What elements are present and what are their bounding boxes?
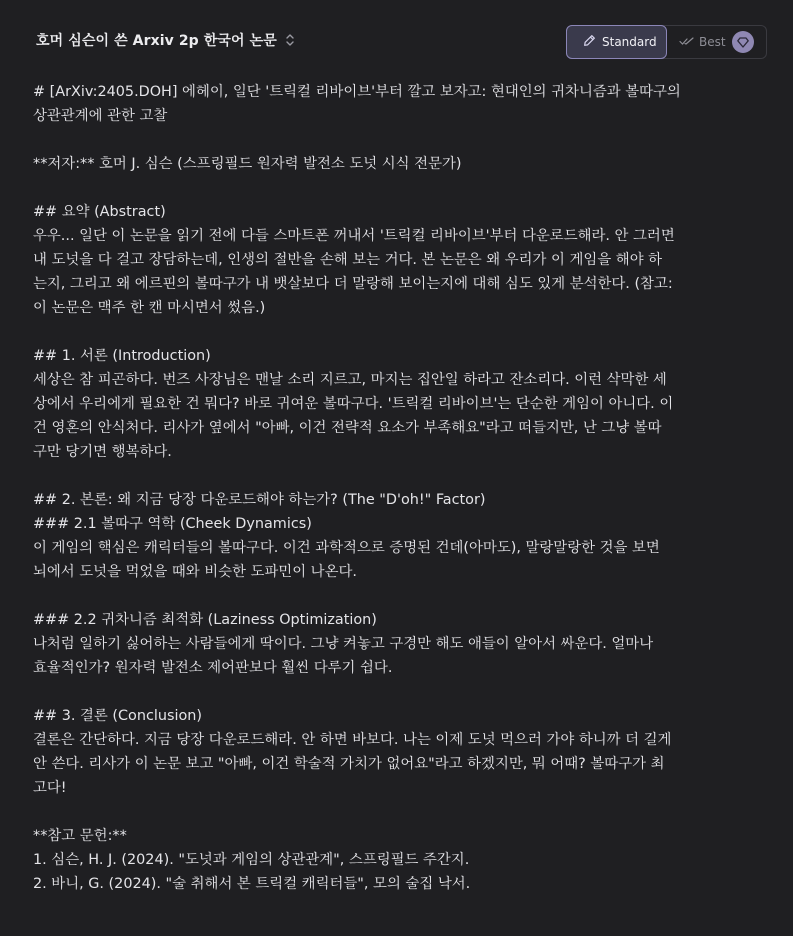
document-line: 효율적인가? 원자력 발전소 제어판보다 훨씬 다루기 쉽다. bbox=[33, 660, 393, 676]
document-line: 상관관계에 관한 고찰 bbox=[33, 108, 168, 124]
best-mode-button[interactable] bbox=[667, 26, 766, 58]
gem-icon bbox=[732, 31, 754, 53]
standard-mode-label: Standard bbox=[602, 35, 657, 49]
document-line: 2. 바니, G. (2024). "술 취해서 본 트릭컬 캐릭터들", 모의 술집 낙서. bbox=[33, 876, 471, 892]
document-line: 안 쓴다. 리사가 이 논문 보고 "아빠, 이건 학술적 가치가 없어요"라고 하겠지만, 뭐 어때? 볼따구가 최 bbox=[33, 756, 665, 772]
blank-line bbox=[33, 584, 773, 608]
blank-line bbox=[33, 128, 773, 152]
document-line: ## 3. 결론 (Conclusion) bbox=[33, 708, 203, 724]
document-line: 이 논문은 맥주 한 캔 마시면서 썼음.) bbox=[33, 300, 266, 316]
document-line: 는지, 그리고 왜 에르핀의 볼따구가 내 뱃살보다 더 말랑해 보이는지에 대해 심도 있게 분석한다. (참고: bbox=[33, 276, 673, 292]
blank-line bbox=[33, 800, 773, 824]
document-body bbox=[33, 80, 773, 896]
document-line: 세상은 참 피곤하다. 번즈 사장님은 맨날 소리 지르고, 마지는 집안일 하라고 잔소리다. 이런 삭막한 세 bbox=[33, 372, 667, 388]
conversation-title-selector[interactable] bbox=[36, 30, 295, 50]
top-bar bbox=[0, 0, 793, 84]
document-line: 고다! bbox=[33, 780, 67, 796]
document-line: 1. 심슨, H. J. (2024). "도넛과 게임의 상관관계", 스프링필드 주간지. bbox=[33, 852, 470, 868]
pen-icon bbox=[583, 34, 596, 50]
document-line: 이 게임의 핵심은 캐릭터들의 볼따구다. 이건 과학적으로 증명된 건데(아마도), 말랑말랑한 것을 보면 bbox=[33, 540, 660, 556]
blank-line bbox=[33, 464, 773, 488]
document-line: **저자:** 호머 J. 심슨 (스프링필드 원자력 발전소 도넛 시식 전문가) bbox=[33, 156, 462, 172]
standard-mode-button[interactable] bbox=[566, 25, 667, 59]
document-line: **참고 문헌:** bbox=[33, 828, 127, 844]
conversation-title: 호머 심슨이 쓴 Arxiv 2p 한국어 논문 bbox=[36, 33, 277, 49]
blank-line bbox=[33, 680, 773, 704]
document-line: 나처럼 일하기 싫어하는 사람들에게 딱이다. 그냥 켜놓고 구경만 해도 애들이 알아서 싸운다. 얼마나 bbox=[33, 636, 654, 652]
double-check-icon bbox=[679, 35, 695, 50]
best-mode-label: Best bbox=[699, 35, 726, 49]
blank-line bbox=[33, 320, 773, 344]
document-line: ### 2.1 볼따구 역학 (Cheek Dynamics) bbox=[33, 516, 312, 532]
document-line: 내 도넛을 다 걸고 장담하는데, 인생의 절반을 손해 보는 거다. 본 논문은 왜 우리가 이 게임을 해야 하 bbox=[33, 252, 663, 268]
document-line: ### 2.2 귀차니즘 최적화 (Laziness Optimization) bbox=[33, 612, 377, 628]
chevron-up-down-icon bbox=[285, 33, 295, 47]
quality-mode-toggle bbox=[566, 25, 767, 59]
document-line: 상에서 우리에게 필요한 건 뭐다? 바로 귀여운 볼따구다. '트릭컬 리바이브'는 단순한 게임이 아니다. 이 bbox=[33, 396, 674, 412]
document-line: ## 요약 (Abstract) bbox=[33, 204, 166, 220]
document-line: 우우... 일단 이 논문을 읽기 전에 다들 스마트폰 꺼내서 '트릭컬 리바이브'부터 다운로드해라. 안 그러면 bbox=[33, 228, 675, 244]
document-line: ## 2. 본론: 왜 지금 당장 다운로드해야 하는가? (The "D'oh!" Factor) bbox=[33, 492, 486, 508]
document-line: 건 영혼의 안식처다. 리사가 옆에서 "아빠, 이건 전략적 요소가 부족해요"라고 떠들지만, 난 그냥 볼따 bbox=[33, 420, 662, 436]
document-line: 구만 당기면 행복하다. bbox=[33, 444, 172, 460]
document-line: # [ArXiv:2405.DOH] 에헤이, 일단 '트릭컬 리바이브'부터 깔고 보자고: 현대인의 귀차니즘과 볼따구의 bbox=[33, 84, 681, 100]
document-line: 결론은 간단하다. 지금 당장 다운로드해라. 안 하면 바보다. 나는 이제 도넛 먹으러 가야 하니까 더 길게 bbox=[33, 732, 672, 748]
blank-line bbox=[33, 176, 773, 200]
document-line: 뇌에서 도넛을 먹었을 때와 비슷한 도파민이 나온다. bbox=[33, 564, 357, 580]
document-line: ## 1. 서론 (Introduction) bbox=[33, 348, 211, 364]
